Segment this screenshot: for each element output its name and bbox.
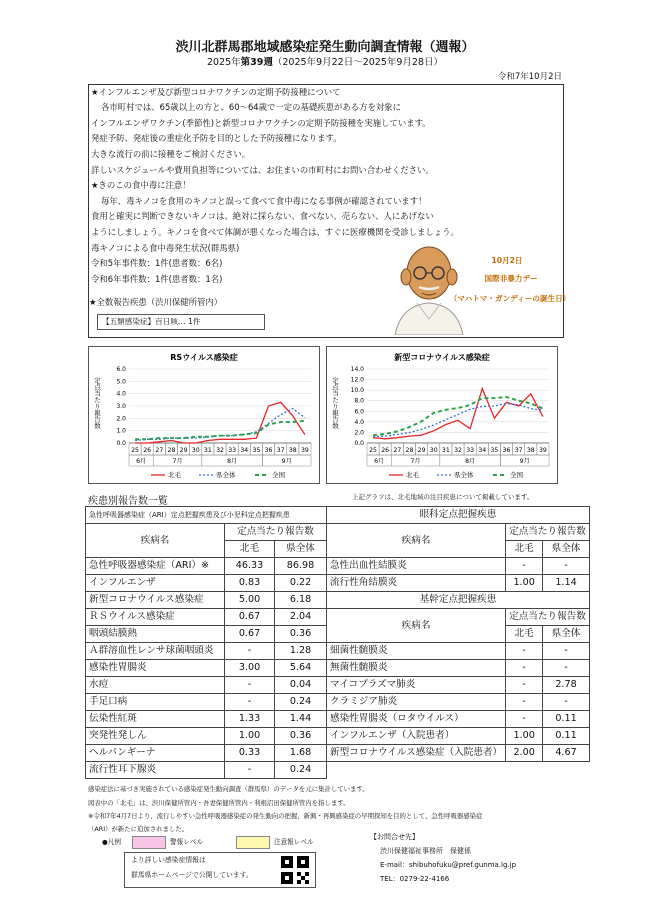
y-tick-label: 12.0 — [350, 376, 364, 384]
report-year: 2025年 — [206, 57, 241, 68]
table-row — [86, 677, 327, 694]
y-tick-label: 3.0 — [116, 403, 126, 410]
ken-value-cell: 5.64 — [275, 660, 327, 677]
col-hokumo: 北毛 — [506, 626, 543, 643]
disease-name-cell: Ａ群溶血性レンサ球菌咽頭炎 — [86, 643, 225, 660]
ken-value-cell: 0.22 — [275, 575, 327, 592]
col-hokumo: 北毛 — [506, 541, 543, 558]
ken-value-cell: 0.11 — [543, 728, 590, 745]
gandhi-subtitle: （マハトマ・ガンディーの誕生日） — [449, 294, 571, 303]
disease-name-cell: インフルエンザ（入院患者） — [327, 728, 506, 745]
col-disease: 疾病名 — [327, 609, 506, 643]
table-title: 疾患別報告数一覧 — [88, 496, 168, 507]
table-row — [86, 626, 327, 643]
site-line: 群馬県ホームページで公開しています。 — [131, 871, 253, 879]
ken-value-cell: 0.24 — [275, 694, 327, 711]
chart-title: RSウイルス感染症 — [170, 353, 238, 362]
contact-info — [370, 830, 516, 886]
x-tick-label: 36 — [264, 447, 273, 454]
ken-value-cell: - — [543, 558, 590, 575]
website-box — [124, 852, 316, 888]
col-disease: 疾病名 — [327, 524, 506, 558]
disease-name-cell: 流行性角結膜炎 — [327, 575, 506, 592]
x-tick-label: 28 — [405, 447, 414, 454]
hokumo-value-cell: - — [225, 643, 275, 660]
hokumo-value-cell: 5.00 — [225, 592, 275, 609]
col-hokumo: 北毛 — [225, 541, 275, 558]
notice-line: 毒キノコによる食中毒発生状況(群馬県) — [91, 243, 240, 253]
y-tick-label: 2.0 — [354, 429, 364, 437]
table-row — [86, 694, 327, 711]
y-tick-label: 6.0 — [116, 366, 126, 373]
notice-line: 令和6年事件数：1件(患者数：1名) — [91, 274, 223, 284]
hokumo-value-cell: 1.00 — [506, 575, 543, 592]
ari-pediatric-table — [85, 506, 327, 779]
contact-office: 渋川保健福祉事務所 保健係 — [380, 847, 471, 855]
disease-name-cell: 新型コロナウイルス感染症（入院患者） — [327, 745, 506, 762]
notice-line: 食用と確実に判断できないキノコは、絶対に採らない、食べない、売らない、人にあげない — [91, 211, 434, 221]
y-tick-label: 4.0 — [116, 390, 126, 398]
hokumo-value-cell: 46.33 — [225, 558, 275, 575]
legend-entry: 県全体 — [216, 471, 236, 479]
warning-label: 警報レベル — [170, 838, 203, 846]
caution-swatch — [236, 836, 270, 849]
x-tick-label: 25 — [131, 447, 140, 454]
issue-date: 令和7年10月2日 — [497, 72, 562, 82]
table-row — [327, 575, 590, 592]
notice-line: 令和5年事件数：1件(患者数：6名) — [91, 258, 223, 268]
x-tick-label: 37 — [514, 447, 523, 454]
hokumo-value-cell: 0.83 — [225, 575, 275, 592]
disease-name-cell: 急性出血性結膜炎 — [327, 558, 506, 575]
notice-line: 大きな流行の前に接種をご検討ください。 — [91, 149, 251, 159]
ken-value-cell: 86.98 — [275, 558, 327, 575]
ken-value-cell: 4.67 — [543, 745, 590, 762]
x-tick-label: 39 — [300, 447, 309, 454]
hokumo-value-cell: 2.00 — [506, 745, 543, 762]
y-tick-label: 10.0 — [350, 387, 364, 395]
col-ken: 県全体 — [543, 541, 590, 558]
disease-name-cell: ＲＳウイルス感染症 — [86, 609, 225, 626]
rs-virus-chart — [88, 346, 320, 484]
hokumo-value-cell: 0.33 — [225, 745, 275, 762]
x-tick-label: 30 — [191, 447, 200, 454]
gandhi-illustration — [389, 235, 571, 335]
notice-line: ようにしましょう。キノコを食べて体調が悪くなった場合は、すぐに医療機関を受診しましょう。 — [91, 227, 459, 237]
x-tick-label: 34 — [478, 447, 487, 454]
x-tick-label: 27 — [155, 447, 164, 454]
x-tick-label: 38 — [288, 447, 297, 454]
x-tick-label: 28 — [167, 447, 176, 454]
legend-entry: 全国 — [272, 471, 285, 479]
gandhi-day-name: 国際非暴力デー — [484, 274, 538, 283]
covid-chart — [326, 346, 558, 484]
disease-name-cell: 細菌性髄膜炎 — [327, 643, 506, 660]
ken-value-cell: - — [543, 694, 590, 711]
graph-note: 上記グラフは、北毛地域の注目疾患について掲載しています。 — [352, 493, 534, 501]
col-disease: 疾病名 — [86, 524, 225, 558]
ken-value-cell: 0.36 — [275, 728, 327, 745]
ken-value-cell: 0.04 — [275, 677, 327, 694]
table-row — [327, 745, 590, 762]
notice-line: インフルエンザワクチン(季節性)と新型コロナワクチンの定期予防接種を実施しています。 — [91, 118, 431, 128]
y-tick-label: 2.0 — [116, 415, 126, 423]
y-tick-label: 5.0 — [116, 378, 126, 386]
ken-value-cell: 1.28 — [275, 643, 327, 660]
legend-entry: 県全体 — [454, 471, 474, 479]
hokumo-value-cell: - — [225, 677, 275, 694]
ken-value-cell: 1.44 — [275, 711, 327, 728]
ken-value-cell: - — [543, 660, 590, 677]
disease-name-cell: インフルエンザ — [86, 575, 225, 592]
report-period — [0, 54, 650, 68]
ken-value-cell: 0.24 — [275, 762, 327, 779]
eye-table-header: 眼科定点把握疾患 — [327, 507, 590, 524]
col-rate: 定点当たり報告数 — [225, 524, 327, 541]
x-tick-label: 30 — [429, 447, 438, 454]
gandhi-portrait-icon — [389, 235, 469, 335]
series-line-zenkoku — [373, 397, 543, 435]
notice-line: ★インフルエンザ及び新型コロナワクチンの定期予防接種について — [91, 87, 341, 97]
table-row — [327, 558, 590, 575]
x-tick-label: 32 — [216, 447, 224, 454]
legend-entry: 全国 — [510, 471, 523, 479]
hokumo-value-cell: - — [225, 762, 275, 779]
hokumo-value-cell: 1.00 — [225, 728, 275, 745]
site-line: より詳しい感染症情報は — [131, 856, 206, 864]
contact-title: 【お問合せ先】 — [370, 833, 419, 841]
x-tick-label: 29 — [417, 447, 426, 454]
notice-line: ★きのこの食中毒に注意！ — [91, 180, 191, 190]
month-label: 9月 — [281, 458, 292, 465]
footnote: 図表中の「北毛」は、渋川保健所管内・吾妻保健所管内・利根沼田保健所管内を指します。 — [88, 799, 350, 807]
eye-base-table — [326, 506, 590, 762]
x-tick-label: 26 — [381, 447, 390, 454]
y-tick-label: 0.0 — [354, 440, 364, 447]
table-row — [327, 728, 590, 745]
covid-chart-svg — [327, 347, 557, 483]
report-range: （2025年9月22日～2025年9月28日） — [272, 57, 444, 68]
month-label: 8月 — [465, 458, 476, 465]
x-tick-label: 39 — [538, 447, 547, 454]
x-tick-label: 31 — [203, 447, 212, 454]
x-tick-label: 38 — [526, 447, 535, 454]
y-tick-label: 6.0 — [354, 408, 364, 416]
hokumo-value-cell: 3.00 — [225, 660, 275, 677]
ken-value-cell: 1.68 — [275, 745, 327, 762]
legend-entry: 北毛 — [406, 471, 419, 479]
ken-value-cell: - — [543, 643, 590, 660]
caution-label: 注意報レベル — [274, 838, 314, 846]
disease-name-cell: 流行性耳下腺炎 — [86, 762, 225, 779]
ari-table-header: 急性呼吸器感染症（ARI）定点把握疾患及び小児科定点把握疾患 — [86, 507, 327, 524]
hokumo-value-cell: 0.67 — [225, 609, 275, 626]
contact-email[interactable]: E-mail：shibuhofuku@pref.gunma.lg.jp — [380, 861, 517, 869]
x-tick-label: 26 — [143, 447, 152, 454]
notice-line: 各市町村では、65歳以上の方と、60～64歳で一定の基礎疾患がある方を対象に — [101, 102, 401, 112]
y-tick-label: 1.0 — [116, 427, 126, 435]
disease-name-cell: 感染性胃腸炎 — [86, 660, 225, 677]
table-row — [86, 660, 327, 677]
table-row — [86, 643, 327, 660]
month-label: 7月 — [410, 458, 421, 465]
hokumo-value-cell: 0.67 — [225, 626, 275, 643]
x-tick-label: 35 — [490, 447, 499, 454]
month-label: 6月 — [374, 458, 385, 465]
disease-name-cell: 手足口病 — [86, 694, 225, 711]
notice-line: 詳しいスケジュールや費用負担等については、お住まいの市町村にお問い合わせください。 — [91, 165, 434, 175]
table-row — [327, 677, 590, 694]
disease-name-cell: マイコプラズマ肺炎 — [327, 677, 506, 694]
x-tick-label: 31 — [441, 447, 450, 454]
col-ken: 県全体 — [543, 626, 590, 643]
ken-value-cell: 0.11 — [543, 711, 590, 728]
ken-value-cell: 2.04 — [275, 609, 327, 626]
y-axis-label: 定点当たり報告数 — [331, 377, 339, 429]
table-row — [86, 575, 327, 592]
hokumo-value-cell: - — [506, 694, 543, 711]
month-label: 8月 — [227, 458, 238, 465]
x-tick-label: 25 — [369, 447, 378, 454]
report-week: 第39週 — [240, 57, 273, 68]
disease-name-cell: 突発性発しん — [86, 728, 225, 745]
legend-entry: 北毛 — [168, 471, 181, 479]
month-label: 7月 — [172, 458, 183, 465]
disease-name-cell: 無菌性髄膜炎 — [327, 660, 506, 677]
table-row — [327, 643, 590, 660]
x-tick-label: 35 — [252, 447, 261, 454]
x-tick-label: 37 — [276, 447, 285, 454]
y-tick-label: 14.0 — [350, 366, 364, 373]
ken-value-cell: 0.36 — [275, 626, 327, 643]
hokumo-value-cell: 1.00 — [506, 728, 543, 745]
table-row — [86, 745, 327, 762]
table-row — [86, 592, 327, 609]
five-class-box: 【五類感染症】百日咳… 1件 — [97, 314, 265, 330]
series-line-hokumo — [373, 389, 543, 439]
ken-value-cell: 2.78 — [543, 677, 590, 694]
ken-value-cell: 1.14 — [543, 575, 590, 592]
disease-name-cell: 感染性胃腸炎（ロタウイルス） — [327, 711, 506, 728]
month-label: 9月 — [519, 458, 530, 465]
table-row — [86, 609, 327, 626]
rs-virus-chart-svg — [89, 347, 319, 483]
table-row — [327, 711, 590, 728]
table-row — [86, 558, 327, 575]
y-tick-label: 8.0 — [354, 397, 364, 405]
x-tick-label: 33 — [228, 447, 237, 454]
x-tick-label: 33 — [466, 447, 475, 454]
table-row — [86, 762, 327, 779]
table-row — [86, 728, 327, 745]
footnote: 感染症法に基づき実施されている感染症発生動向調査（群馬県）のデータを元に集計しています。 — [88, 785, 369, 793]
x-tick-label: 27 — [393, 447, 402, 454]
y-axis-label: 定点当たり報告数 — [93, 377, 101, 429]
col-rate: 定点当たり報告数 — [506, 524, 590, 541]
chart-title: 新型コロナウイルス感染症 — [394, 353, 490, 362]
table-row — [86, 711, 327, 728]
disease-name-cell: ヘルパンギーナ — [86, 745, 225, 762]
col-ken: 県全体 — [275, 541, 327, 558]
y-tick-label: 0.0 — [116, 440, 126, 447]
hokumo-value-cell: 1.33 — [225, 711, 275, 728]
footnote: ※令和7年4月7日より、流行しやすい急性呼吸器感染症の発生動向の把握、新興・再興感染症の早期探知を目的として、急性呼吸器感染症 — [88, 812, 483, 820]
x-tick-label: 29 — [179, 447, 188, 454]
x-tick-label: 34 — [240, 447, 249, 454]
table-row — [327, 660, 590, 677]
legend — [96, 836, 356, 848]
table-row — [327, 694, 590, 711]
hokumo-value-cell: - — [506, 643, 543, 660]
disease-name-cell: 水痘 — [86, 677, 225, 694]
hokumo-value-cell: - — [506, 677, 543, 694]
series-line-zenkoku — [135, 421, 305, 440]
hokumo-value-cell: - — [225, 694, 275, 711]
qr-code-icon[interactable] — [281, 856, 309, 884]
warning-swatch — [132, 836, 166, 849]
month-label: 6月 — [136, 458, 147, 465]
disease-name-cell: 伝染性紅斑 — [86, 711, 225, 728]
contact-tel: TEL：0279-22-4166 — [380, 875, 450, 883]
footnote: （ARI）が新たに追加されました。 — [88, 825, 189, 833]
y-tick-label: 4.0 — [354, 418, 364, 426]
x-tick-label: 36 — [502, 447, 511, 454]
hokumo-value-cell: - — [506, 660, 543, 677]
hokumo-value-cell: - — [506, 558, 543, 575]
ken-value-cell: 6.18 — [275, 592, 327, 609]
base-table-header: 基幹定点把握疾患 — [327, 592, 590, 609]
disease-name-cell: クラミジア肺炎 — [327, 694, 506, 711]
col-rate: 定点当たり報告数 — [506, 609, 590, 626]
x-tick-label: 32 — [454, 447, 462, 454]
notice-line: 毎年、毒キノコを食用のキノコと誤って食べて食中毒になる事例が確認されています！ — [101, 196, 427, 206]
disease-name-cell: 急性呼吸器感染症（ARI）※ — [86, 558, 225, 575]
notice-line: 発症予防、発症後の重症化予防を目的とした予防接種になります。 — [91, 133, 342, 143]
hokumo-value-cell: - — [506, 711, 543, 728]
disease-name-cell: 咽頭結膜熱 — [86, 626, 225, 643]
disease-name-cell: 新型コロナウイルス感染症 — [86, 592, 225, 609]
page-title: 渋川北群馬郡地域感染症発生動向調査情報（週報） — [175, 40, 475, 55]
notice-box — [88, 84, 571, 338]
notice-line: ★全数報告疾患（渋川保健所管内） — [89, 297, 223, 307]
legend-label: ●凡例 — [102, 838, 121, 846]
gandhi-date: 10月2日 — [491, 256, 523, 265]
